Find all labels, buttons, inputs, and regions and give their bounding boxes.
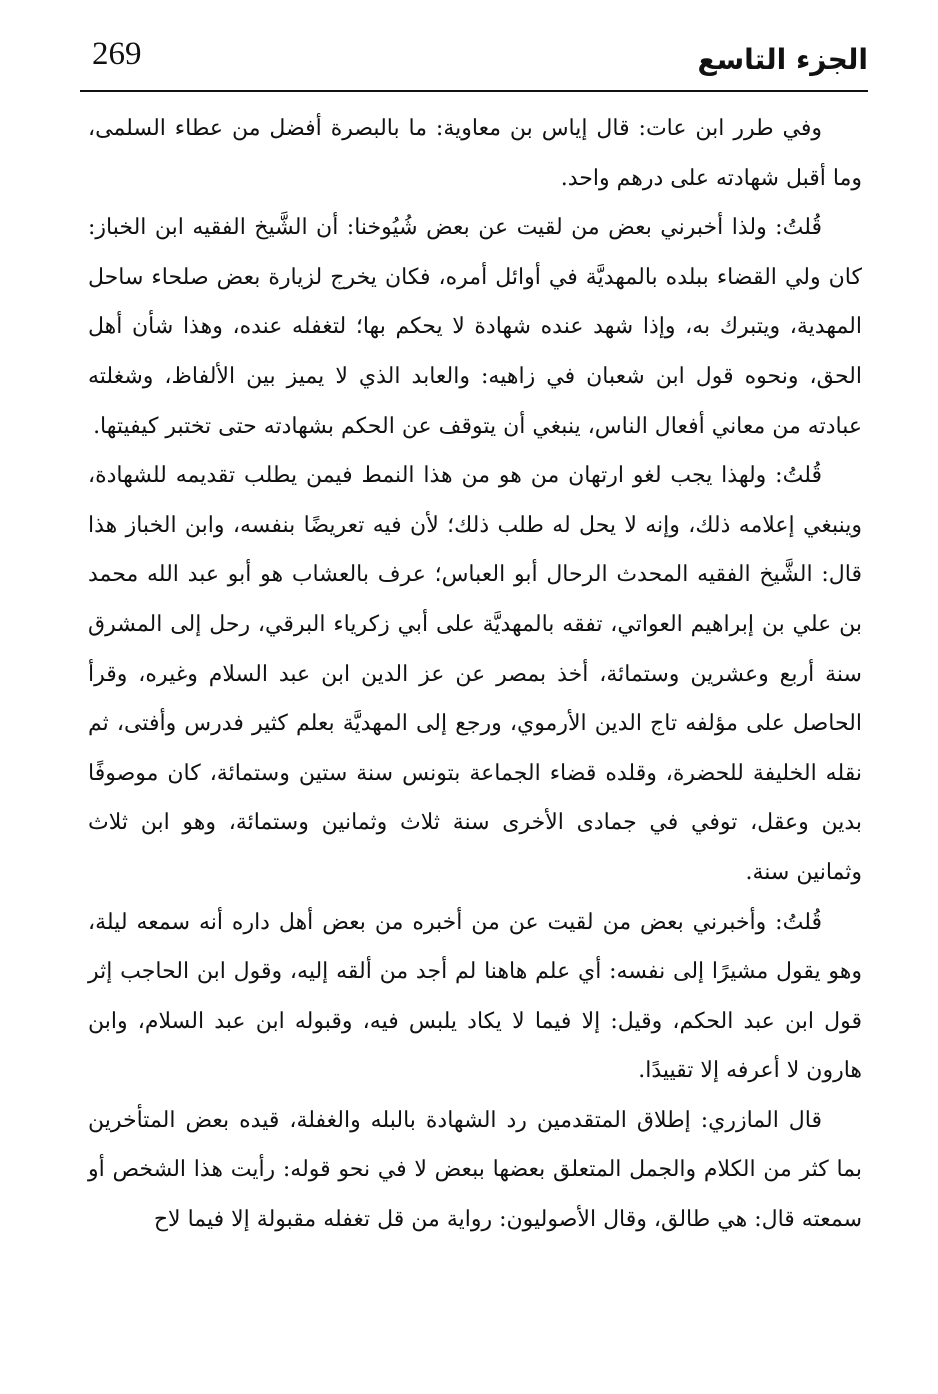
- paragraph: قُلتُ: وأخبرني بعض من لقيت عن من أخبره من بعض أهل داره أنه سمعه ليلة، وهو يقول مشيرًا إلى نفسه: أي علم هاهنا لم أجد من ألقه إليه، وقول ابن الحاجب إثر قول ابن عبد الحكم، وقيل: إلا فيما لا يكاد يلبس فيه، وقبوله ابن عبد السلام، وابن هارون لا أعرفه إلا تقييدًا.: [88, 909, 862, 1084]
- page-number: 269: [92, 36, 142, 72]
- paragraph: قُلتُ: ولذا أخبرني بعض من لقيت عن بعض شُيُوخنا: أن الشَّيخ الفقيه ابن الخباز: كان ولي القضاء ببلده بالمهديَّة في أوائل أمره، فكان يخرج لزيارة بعض صلحاء ساحل المهدية، ويتبرك به، وإذا شهد عنده شهادة لا يحكم بها؛ لتغفله عنده، وهذا شأن أهل الحق، ونحوه قول ابن شعبان في زاهيه: والعابد الذي لا يميز بين الألفاظ، وشغلته عبادته من معاني أفعال الناس، ينبغي أن يتوقف عن الحكم بشهادته حتى تختبر كيفيتها.: [88, 215, 862, 439]
- paragraph: قُلتُ: ولهذا يجب لغو ارتهان من هو من هذا النمط فيمن يطلب تقديمه للشهادة، وينبغي إعلامه ذلك، وإنه لا يحل له طلب ذلك؛ لأن فيه تعريضًا بنفسه، وابن الخباز هذا قال: الشَّيخ الفقيه المحدث الرحال أبو العباس؛ عرف بالعشاب هو أبو عبد الله محمد بن علي بن إبراهيم العواتي، تفقه بالمهديَّة على أبي زكرياء البرقي، رحل إلى المشرق سنة أربع وعشرين وستمائة، أخذ بمصر عن عز الدين ابن عبد السلام وغيره، وقرأ الحاصل على مؤلفه تاج الدين الأرموي، ورجع إلى المهديَّة بعلم كثير فدرس وأفتى، ثم نقله الخليفة للحضرة، وقلده قضاء الجماعة بتونس سنة ستين وستمائة، كان موصوفًا بدين وعقل، توفي في جمادى الأخرى سنة ثلاث وثمانين وستمائة، وهو ابن ثلاث وثمانين سنة.: [88, 463, 862, 885]
- body-text: [88, 104, 862, 1245]
- running-title: الجزء التاسع: [697, 43, 868, 76]
- paragraph: وفي طرر ابن عات: قال إياس بن معاوية: ما بالبصرة أفضل من عطاء السلمى، وما أقبل شهادته على درهم واحد.: [88, 116, 862, 191]
- page-header: [80, 30, 868, 92]
- paragraph: قال المازري: إطلاق المتقدمين رد الشهادة بالبله والغفلة، قيده بعض المتأخرين بما كثر من الكلام والجمل المتعلق بعضها ببعض لا في نحو قوله: رأيت هذا الشخص أو سمعته قال: هي طالق، وقال الأصوليون: رواية من قل تغفله مقبولة إلا فيما لاح: [88, 1107, 862, 1233]
